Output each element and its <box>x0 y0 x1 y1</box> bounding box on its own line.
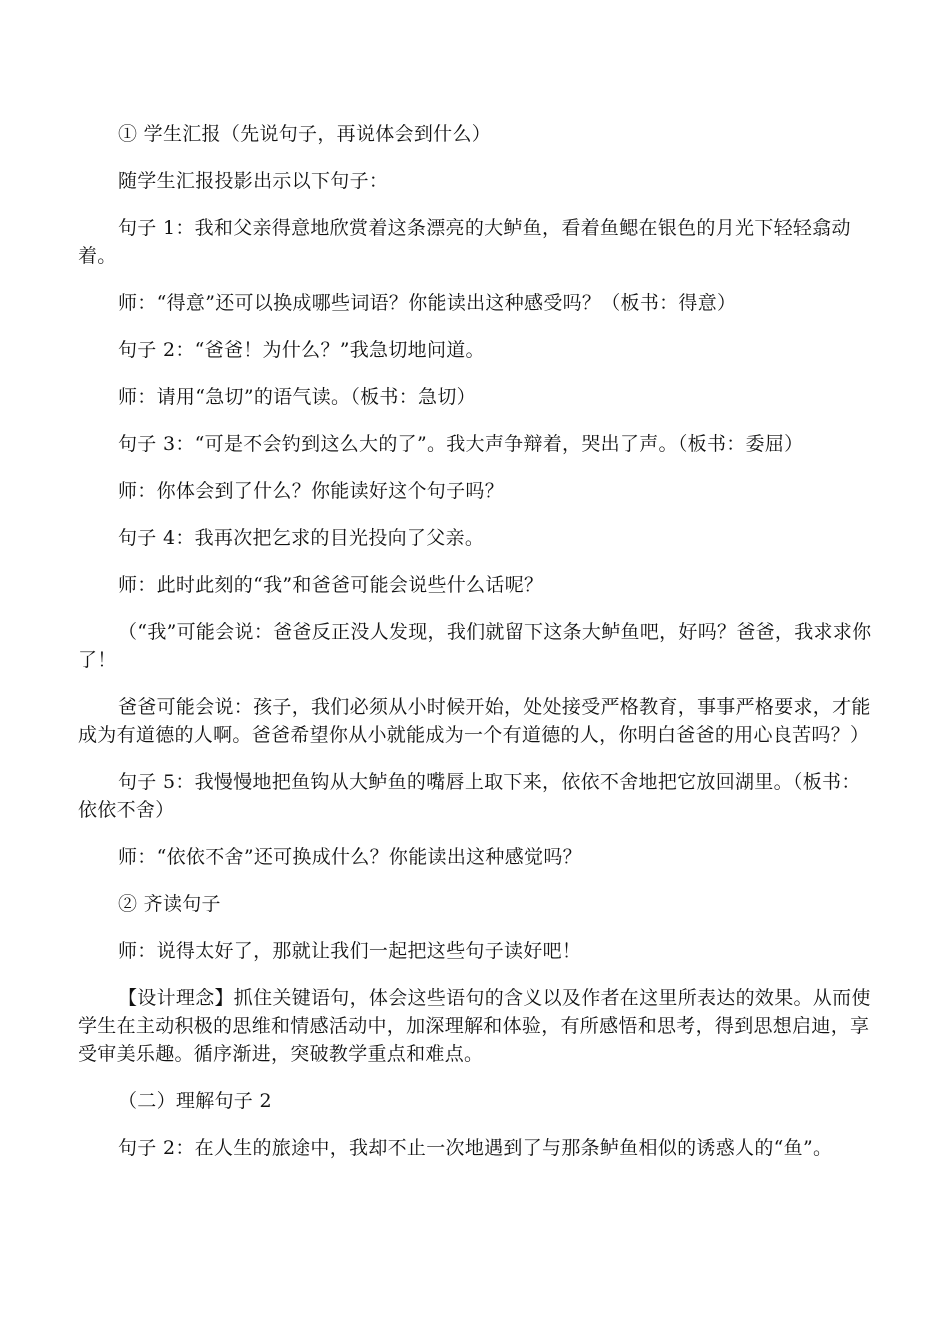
paragraph-teacher-dialogue: 师：此时此刻的“我”和爸爸可能会说些什么话呢？ <box>118 574 544 596</box>
paragraph-student-report: ① 学生汇报（先说句子，再说体会到什么） <box>118 123 492 145</box>
paragraph-sentence-1: 句子 1：我和父亲得意地欣赏着这条漂亮的大鲈鱼，看着鱼鳃在银色的月光下轻轻翕动着。 <box>78 217 851 267</box>
paragraph-teacher-yiyi: 师：“依依不舍”还可换成什么？你能读出这种感觉吗？ <box>118 846 582 868</box>
document-body <box>78 120 878 1181</box>
paragraph-father-says: 爸爸可能会说：孩子，我们必须从小时候开始，处处接受严格教育，事事严格要求，才能成为有道德的人啊。爸爸希望你从小就能成为一个有道德的人，你明白爸爸的用心良苦吗？） <box>78 696 871 746</box>
paragraph-design-concept: 【设计理念】抓住关键语句，体会这些语句的含义以及作者在这里所表达的效果。从而使学生在主动积极的思维和情感活动中，加深理解和体验，有所感悟和思考，得到思想启迪，享受审美乐趣。循序渐进，突破教学重点和难点。 <box>78 987 871 1065</box>
paragraph-sentence-2-life: 句子 2：在人生的旅途中，我却不止一次地遇到了与那条鲈鱼相似的诱惑人的“鱼”。 <box>118 1137 833 1159</box>
paragraph-teacher-praise: 师：说得太好了，那就让我们一起把这些句子读好吧！ <box>118 940 582 962</box>
paragraph-projection-intro: 随学生汇报投影出示以下句子： <box>118 170 389 192</box>
paragraph-choral-reading: ② 齐读句子 <box>118 893 221 915</box>
paragraph-sentence-5: 句子 5：我慢慢地把鱼钩从大鲈鱼的嘴唇上取下来，依依不舍地把它放回湖里。（板书：依依不舍） <box>78 771 861 821</box>
paragraph-teacher-tihui: 师：你体会到了什么？你能读好这个句子吗？ <box>118 480 505 502</box>
paragraph-child-says: （“我”可能会说：爸爸反正没人发现，我们就留下这条大鲈鱼吧，好吗？爸爸，我求求你了！ <box>78 621 872 671</box>
paragraph-sentence-4: 句子 4：我再次把乞求的目光投向了父亲。 <box>118 527 485 549</box>
paragraph-teacher-jiqie: 师：请用“急切”的语气读。（板书：急切） <box>118 386 476 408</box>
paragraph-section-heading: （二）理解句子 2 <box>118 1090 272 1112</box>
paragraph-sentence-2: 句子 2：“爸爸！为什么？”我急切地问道。 <box>118 339 485 361</box>
paragraph-sentence-3: 句子 3：“可是不会钓到这么大的了”。我大声争辩着，哭出了声。（板书：委屈） <box>118 433 804 455</box>
paragraph-teacher-deyi: 师：“得意”还可以换成哪些词语？你能读出这种感受吗？（板书：得意） <box>118 292 737 314</box>
